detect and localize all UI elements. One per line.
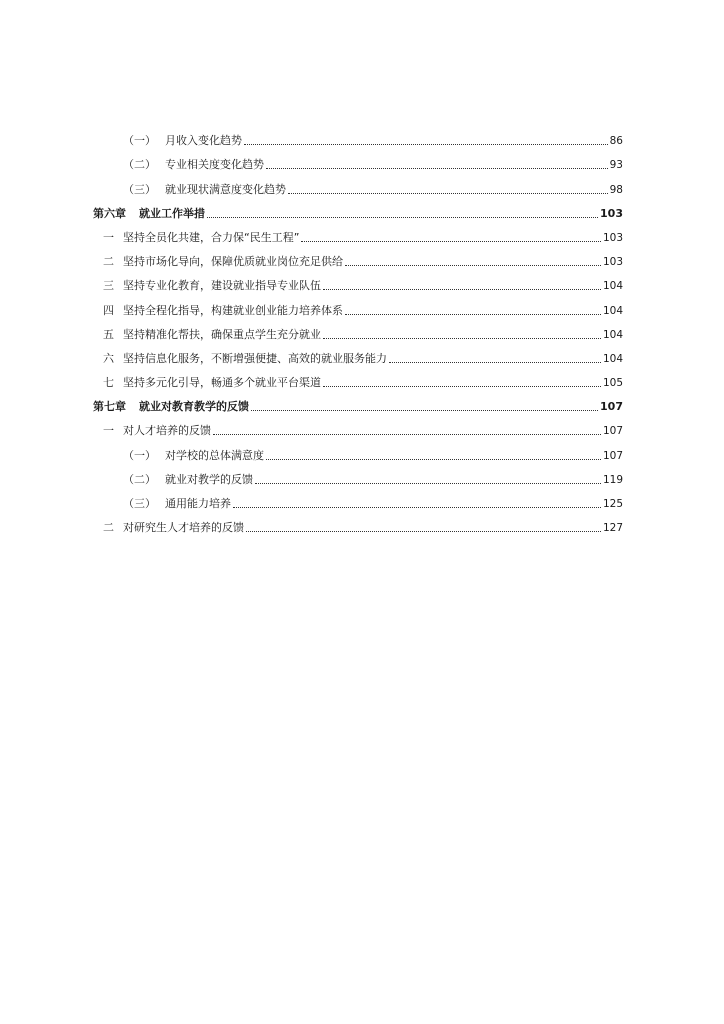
toc-entry-title: 月收入变化趋势 [165,134,242,148]
toc-entry[interactable] [93,414,623,438]
toc-entry-number: 第六章 [93,206,126,220]
toc-entry-title: 就业工作举措 [139,206,205,220]
toc-page-number: 107 [602,449,623,462]
toc-entry[interactable] [93,293,623,317]
toc-page-number: 103 [602,231,623,244]
dot-leader [244,144,608,145]
toc-entry-title: 对学校的总体满意度 [165,448,264,462]
toc-entry-title: 就业对教学的反馈 [165,472,253,486]
dot-leader [345,314,601,315]
dot-leader [288,193,608,194]
toc-entry-number: 七 [103,376,114,390]
toc-entry-title: 坚持专业化教育，建设就业指导专业队伍 [123,279,321,293]
toc-page-number: 105 [602,377,623,390]
dot-leader [246,531,601,532]
toc-entry[interactable] [93,318,623,342]
dot-leader [389,362,601,363]
toc-entry[interactable] [93,463,623,487]
toc-entry-title: 坚持多元化引导，畅通多个就业平台渠道 [123,376,321,390]
toc-page-number: 86 [609,135,623,148]
toc-entry[interactable] [93,124,623,148]
toc-entry-number: （三） [123,497,156,510]
toc-entry-number: （一） [123,448,156,462]
toc-entry[interactable] [93,487,623,511]
toc-entry-number: 第七章 [93,400,126,414]
toc-page-number: 104 [602,328,623,341]
toc-entry-number: 一 [103,424,114,438]
toc-entry-title: 通用能力培养 [165,497,231,510]
toc-entry-number: （二） [123,472,156,486]
toc-page-number: 93 [609,159,623,172]
dot-leader [266,168,608,169]
toc-entry-number: 四 [103,303,114,317]
dot-leader [233,507,601,508]
toc-entry-number: （三） [123,182,156,196]
toc-entry-number: 五 [103,327,114,341]
toc-entry-title: 就业对教育教学的反馈 [139,400,249,414]
dot-leader [255,483,601,484]
toc-entry-title: 坚持精准化帮扶，确保重点学生充分就业 [123,327,321,341]
dot-leader [251,410,598,411]
toc-page-number: 127 [602,522,623,535]
toc-page-number: 125 [602,498,623,510]
toc-entry[interactable] [93,245,623,269]
toc-entry-title: 坚持信息化服务，不断增强便捷、高效的就业服务能力 [123,351,387,365]
toc-entry-title: 坚持全员化共建，合力保“民生工程” [123,230,300,244]
toc-entry[interactable] [93,148,623,172]
toc-entry-number: 一 [103,230,114,244]
toc-entry-title: 坚持市场化导向，保障优质就业岗位充足供给 [123,255,343,269]
dot-leader [323,338,601,339]
toc-chapter-entry[interactable] [93,390,623,414]
dot-leader [323,386,601,387]
toc-entry[interactable] [93,366,623,390]
toc-page-number: 119 [602,473,623,486]
toc-chapter-entry[interactable] [93,197,623,221]
dot-leader [266,459,601,460]
toc-entry[interactable] [93,342,623,366]
toc-entry-number: 二 [103,521,114,535]
toc-entry[interactable] [93,221,623,245]
toc-entry-title: 坚持全程化指导，构建就业创业能力培养体系 [123,303,343,317]
toc-page-number: 104 [602,304,623,317]
toc-entry-number: （一） [123,134,156,148]
table-of-contents [93,124,623,535]
toc-entry-number: 二 [103,255,114,269]
toc-page-number: 103 [600,206,623,220]
dot-leader [213,434,601,435]
dot-leader [323,289,601,290]
toc-page-number: 103 [602,256,623,269]
dot-leader [301,241,601,242]
toc-entry-title: 专业相关度变化趋势 [165,158,264,172]
toc-page-number: 104 [602,352,623,365]
toc-page-number: 98 [609,183,623,196]
toc-entry[interactable] [93,511,623,535]
toc-entry-title: 对研究生人才培养的反馈 [123,521,244,535]
dot-leader [345,265,601,266]
toc-entry-title: 就业现状满意度变化趋势 [165,182,286,196]
toc-entry-number: 六 [103,351,114,365]
toc-entry[interactable] [93,438,623,462]
toc-page-number: 107 [602,425,623,438]
toc-entry-number: （二） [123,158,156,172]
toc-page-number: 104 [602,280,623,293]
toc-entry-number: 三 [103,279,114,293]
toc-entry[interactable] [93,172,623,196]
dot-leader [207,217,598,218]
toc-page-number: 107 [600,400,623,414]
toc-entry[interactable] [93,269,623,293]
toc-entry-title: 对人才培养的反馈 [123,424,211,438]
